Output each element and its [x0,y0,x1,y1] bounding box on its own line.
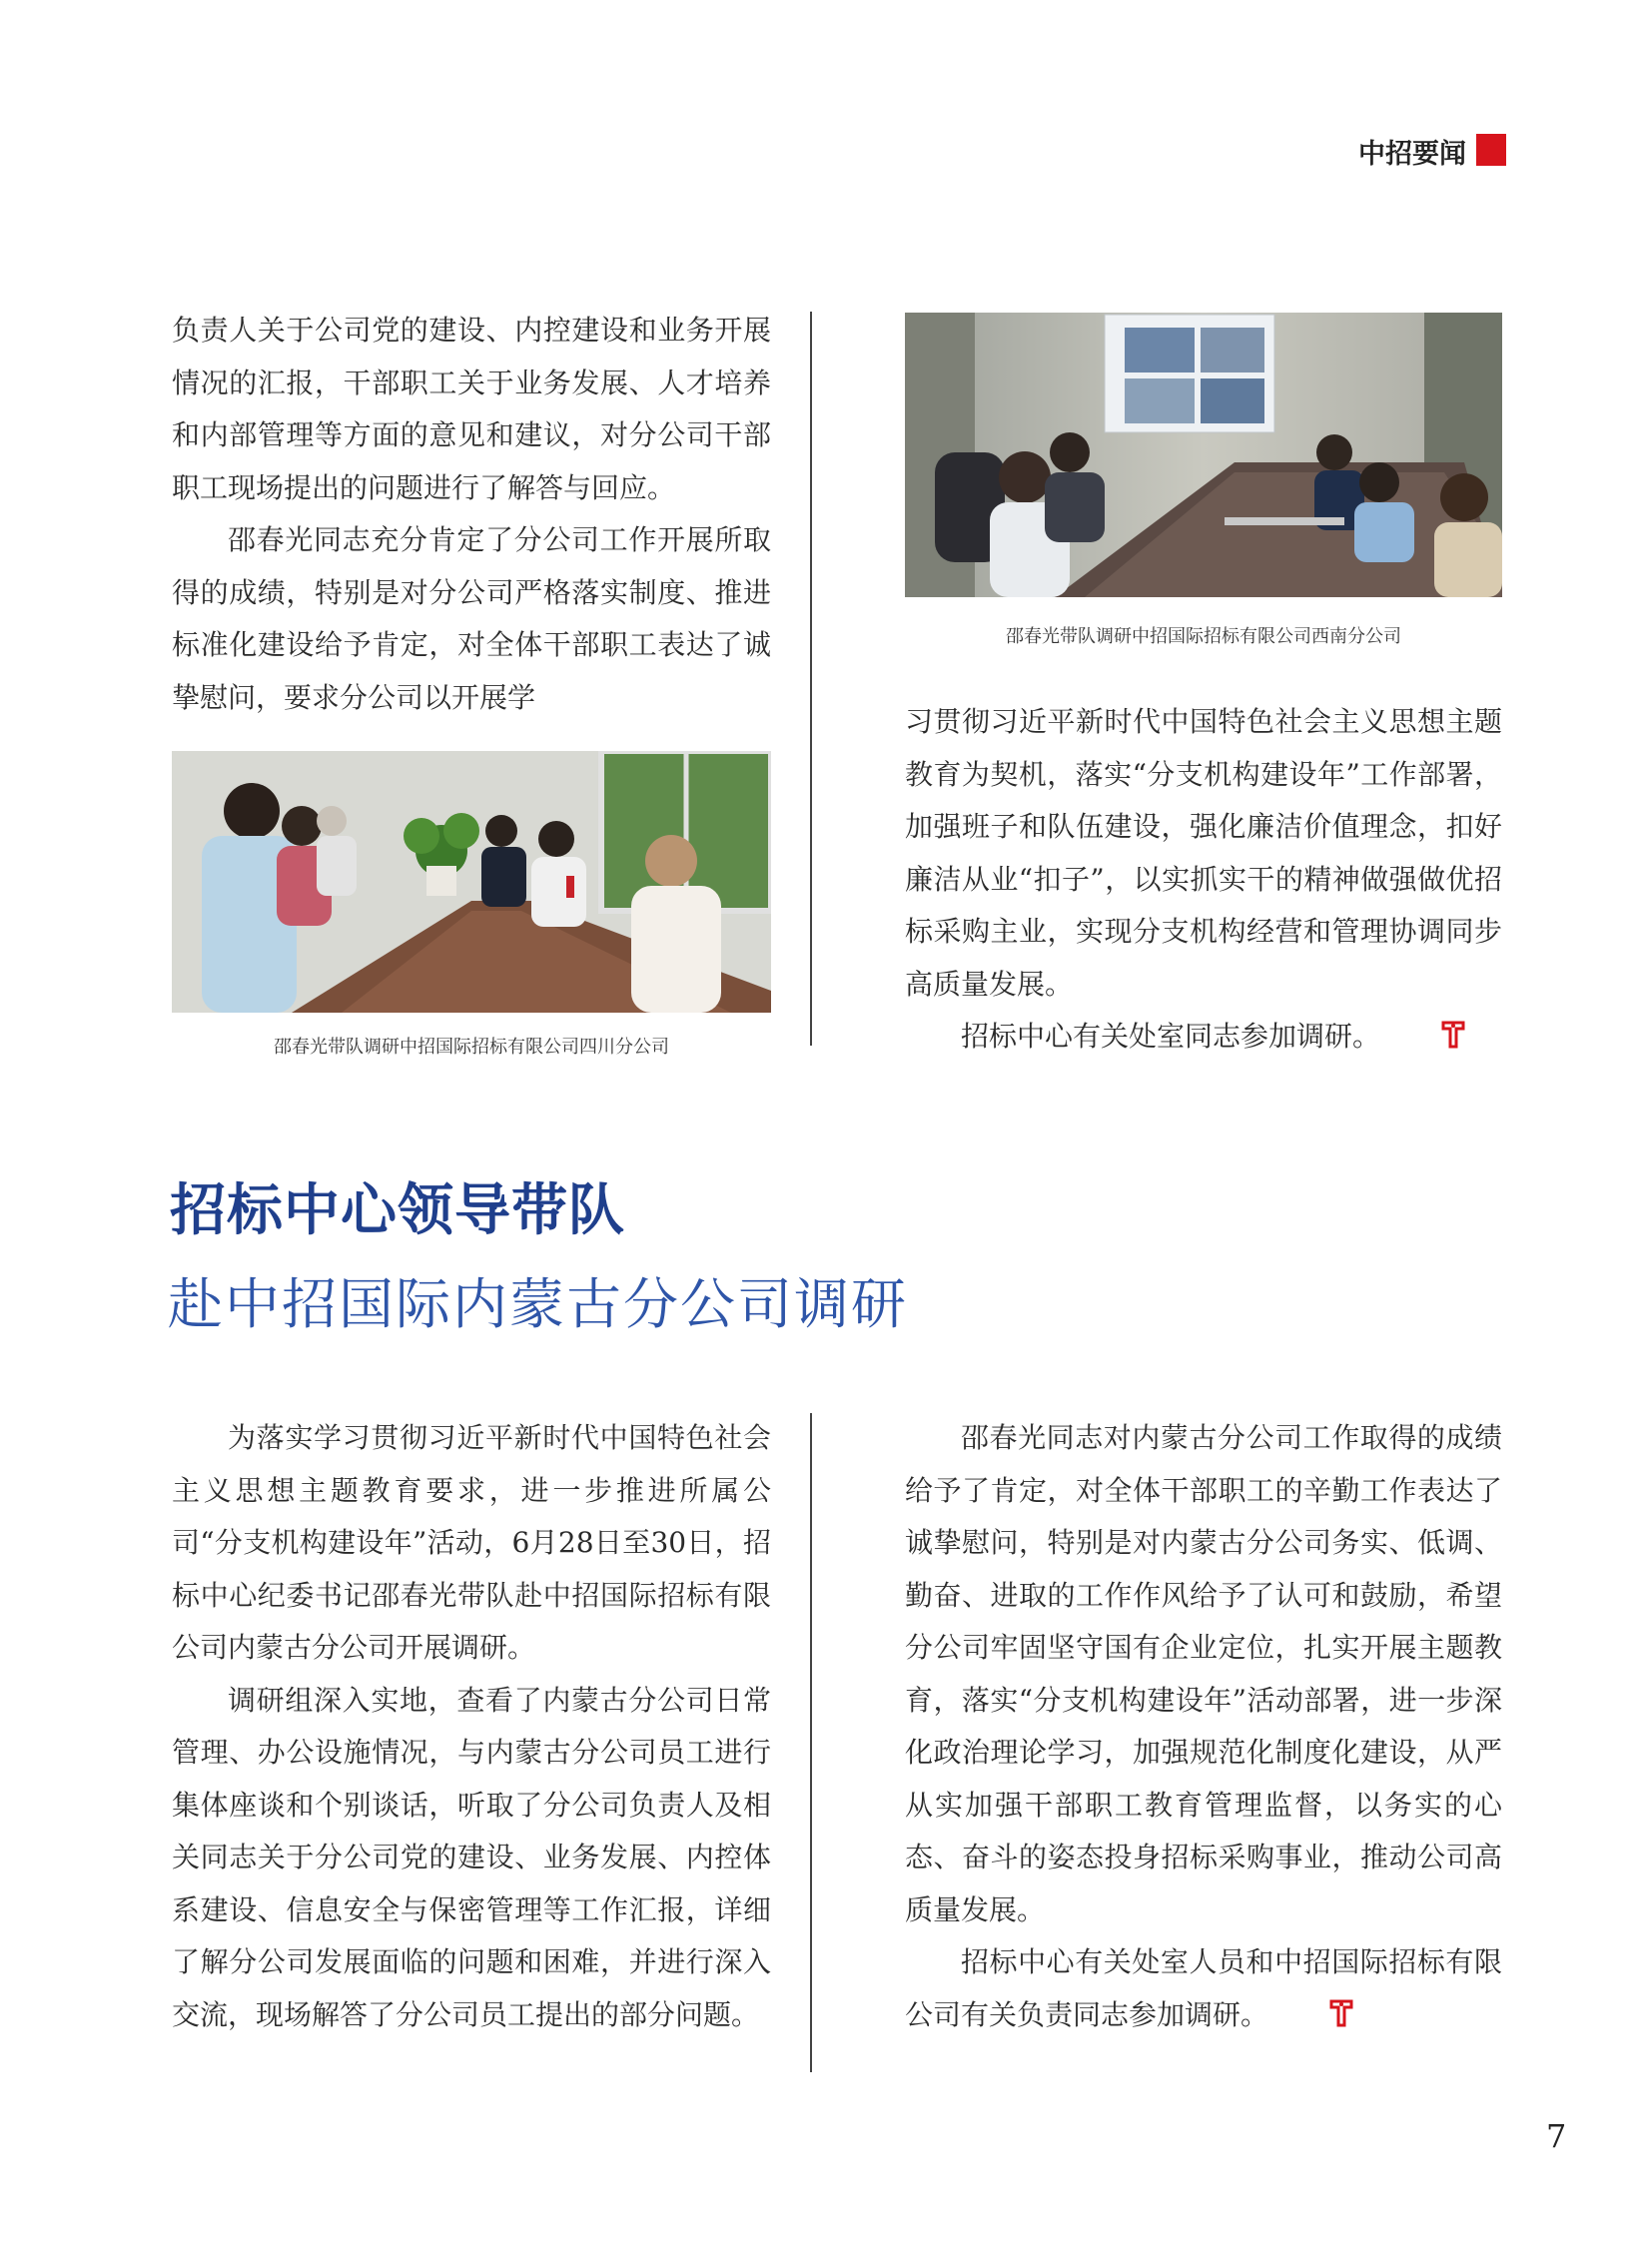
magazine-logo-icon [1384,1015,1410,1045]
paragraph: 邵春光同志充分肯定了分公司工作开展所取得的成绩，特别是对分公司严格落实制度、推进标准化建设给予肯定，对全体干部职工表达了诚挚慰问，要求分公司以开展学 [172,523,771,714]
article-right-text [905,1412,1502,2041]
paragraph-with-end-mark [905,1936,1502,2041]
paragraph: 负责人关于公司党的建设、内控建设和业务开展情况的汇报，干部职工关于业务发展、人才培养和内部管理等方面的意见和建议，对分公司干部职工现场提出的问题进行了解答与回应。 [172,314,771,504]
photo-southwest-branch [905,313,1502,597]
section-label: 中招要闻 [1358,139,1466,170]
paragraph-text: 招标中心有关处室同志参加调研。 [961,1020,1381,1053]
article-left-text [172,1412,771,2041]
top-right-text [905,696,1502,1064]
meeting-photo-image [905,313,1502,597]
paragraph: 为落实学习贯彻习近平新时代中国特色社会主义思想主题教育要求，进一步推进所属公司“分支机构建设年”活动，6月28日至30日，招标中心纪委书记邵春光带队赴中招国际招标有限公司内蒙古分公司开展调研。 [172,1421,771,1664]
top-left-text [172,305,771,724]
photo-caption: 邵春光带队调研中招国际招标有限公司四川分公司 [274,1037,669,1058]
photo-sichuan-branch [172,751,771,1013]
paragraph-with-end-mark [905,1011,1502,1064]
article-title: 招标中心领导带队 [170,1178,625,1243]
column-divider [810,1413,812,2072]
paragraph: 邵春光同志对内蒙古分公司工作取得的成绩给予了肯定，对全体干部职工的辛勤工作表达了诚挚慰问，特别是对内蒙古分公司务实、低调、勤奋、进取的工作作风给予了认可和鼓励，希望分公司牢固坚守国有企业定位，扎实开展主题教育，落实“分支机构建设年”活动部署，进一步深化政治理论学习，加强规范化制度化建设，从严从实加强干部职工教育管理监督，以务实的心态、奋斗的姿态投身招标采购事业，推动公司高质量发展。 [905,1421,1502,1926]
section-accent-block [1476,134,1506,166]
magazine-logo-icon [1272,1993,1298,2023]
article-subtitle: 赴中招国际内蒙古分公司调研 [168,1272,909,1336]
paragraph: 调研组深入实地，查看了内蒙古分公司日常管理、办公设施情况，与内蒙古分公司员工进行集体座谈和个别谈话，听取了分公司负责人及相关同志关于分公司党的建设、业务发展、内控体系建设、信息安全与保密管理等工作汇报，详细了解分公司发展面临的问题和困难，并进行深入交流，现场解答了分公司员工提出的部分问题。 [172,1683,771,2031]
paragraph-text: 招标中心有关处室人员和中招国际招标有限公司有关负责同志参加调研。 [905,1945,1502,2031]
column-divider [810,312,812,1046]
paragraph: 习贯彻习近平新时代中国特色社会主义思想主题教育为契机，落实“分支机构建设年”工作部署，加强班子和队伍建设，强化廉洁价值理念，扣好廉洁从业“扣子”，以实抓实干的精神做强做优招标采购主业，实现分支机构经营和管理协调同步高质量发展。 [905,705,1502,1001]
photo-caption: 邵春光带队调研中招国际招标有限公司西南分公司 [1006,626,1401,647]
meeting-photo-image [172,751,771,1013]
page-number: 7 [1546,2117,1567,2155]
